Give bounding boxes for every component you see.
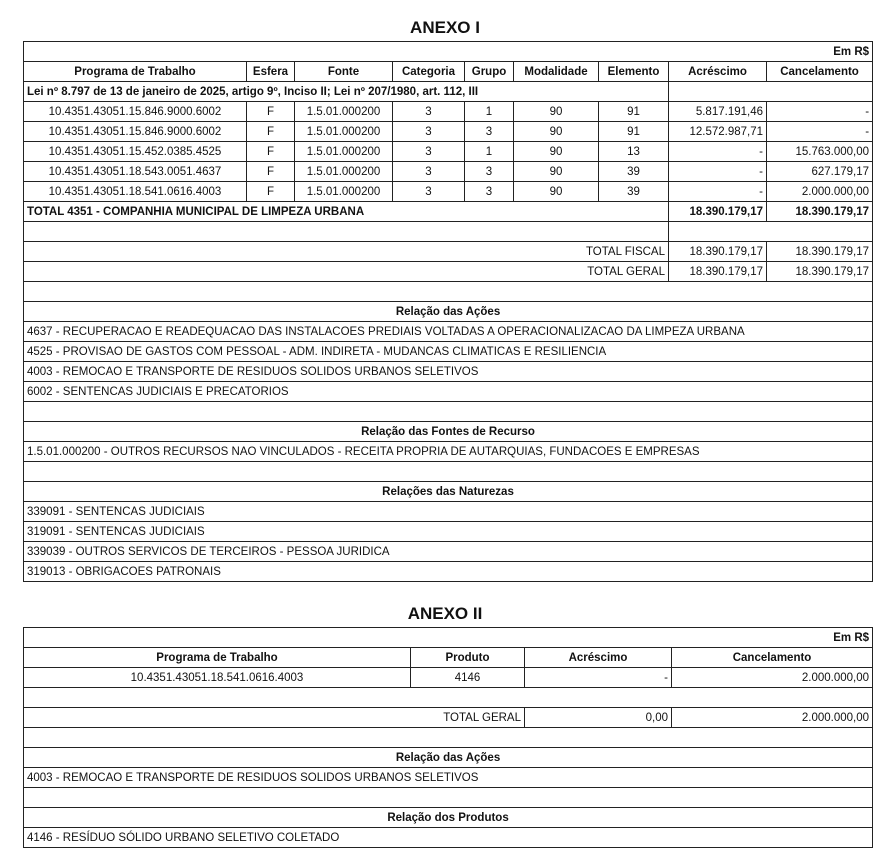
- col-header: Cancelamento: [767, 62, 873, 82]
- table-row: [24, 142, 873, 162]
- cell: 90: [514, 122, 599, 142]
- cell: 3: [393, 102, 465, 122]
- cell: 5.817.191,46: [669, 102, 767, 122]
- anexo1-table: [23, 41, 873, 582]
- list-item: 4525 - PROVISAO DE GASTOS COM PESSOAL - ADM. INDIRETA - MUDANCAS CLIMATICAS E RESILIENCIA: [24, 342, 873, 362]
- cell: 3: [393, 162, 465, 182]
- cell: 10.4351.43051.18.543.0051.4637: [24, 162, 247, 182]
- cell: 3: [465, 162, 514, 182]
- cell: 3: [465, 182, 514, 202]
- cell: -: [767, 122, 873, 142]
- currency-label: Em R$: [24, 628, 873, 648]
- cell: 627.179,17: [767, 162, 873, 182]
- cell: F: [247, 162, 295, 182]
- produtos-title: Relação dos Produtos: [24, 808, 873, 828]
- cell: -: [669, 162, 767, 182]
- cell: -: [669, 142, 767, 162]
- cell: F: [247, 122, 295, 142]
- col-header: Cancelamento: [672, 648, 873, 668]
- cell: F: [247, 182, 295, 202]
- cell: 90: [514, 102, 599, 122]
- fiscal-row: [24, 242, 873, 262]
- cell: 90: [514, 162, 599, 182]
- cell: 2.000.000,00: [767, 182, 873, 202]
- fiscal-cancelamento: 18.390.179,17: [767, 242, 873, 262]
- table-row: [24, 122, 873, 142]
- col-header: Grupo: [465, 62, 514, 82]
- cell: 10.4351.43051.15.846.9000.6002: [24, 122, 247, 142]
- cell: 10.4351.43051.15.452.0385.4525: [24, 142, 247, 162]
- col-header: Elemento: [599, 62, 669, 82]
- list-item: 4003 - REMOCAO E TRANSPORTE DE RESIDUOS SOLIDOS URBANOS SELETIVOS: [24, 768, 873, 788]
- cell: 90: [514, 182, 599, 202]
- acoes-title: Relação das Ações: [24, 748, 873, 768]
- list-item: 4637 - RECUPERACAO E READEQUACAO DAS INSTALACOES PREDIAIS VOLTADAS A OPERACIONALIZACAO DA LIMPEZA URBANA: [24, 322, 873, 342]
- fiscal-acrescimo: 18.390.179,17: [669, 242, 767, 262]
- list-item: 339039 - OUTROS SERVICOS DE TERCEIROS - PESSOA JURIDICA: [24, 542, 873, 562]
- list-item: 1.5.01.000200 - OUTROS RECURSOS NAO VINCULADOS - RECEITA PROPRIA DE AUTARQUIAS, FUNDACOES E EMPRESAS: [24, 442, 873, 462]
- table-row: [24, 182, 873, 202]
- cell: 12.572.987,71: [669, 122, 767, 142]
- cell: 91: [599, 122, 669, 142]
- cell: -: [669, 182, 767, 202]
- cell: 1.5.01.000200: [295, 102, 393, 122]
- cell: 10.4351.43051.15.846.9000.6002: [24, 102, 247, 122]
- table-row: [24, 102, 873, 122]
- geral-acrescimo: 18.390.179,17: [669, 262, 767, 282]
- header-row: [24, 62, 873, 82]
- cell: 3: [393, 182, 465, 202]
- geral-cancelamento: 2.000.000,00: [672, 708, 873, 728]
- col-header: Acréscimo: [525, 648, 672, 668]
- fontes-title: Relação das Fontes de Recurso: [24, 422, 873, 442]
- cell: 1.5.01.000200: [295, 122, 393, 142]
- cell: 2.000.000,00: [672, 668, 873, 688]
- naturezas-title: Relações das Naturezas: [24, 482, 873, 502]
- cell: 3: [465, 122, 514, 142]
- cell: -: [767, 102, 873, 122]
- currency-label: Em R$: [24, 42, 873, 62]
- list-item: 319091 - SENTENCAS JUDICIAIS: [24, 522, 873, 542]
- cell: 1: [465, 102, 514, 122]
- list-item: 4003 - REMOCAO E TRANSPORTE DE RESIDUOS SOLIDOS URBANOS SELETIVOS: [24, 362, 873, 382]
- cell: 1.5.01.000200: [295, 162, 393, 182]
- geral-acrescimo: 0,00: [525, 708, 672, 728]
- cell: 39: [599, 182, 669, 202]
- cell: 15.763.000,00: [767, 142, 873, 162]
- geral-row: [24, 262, 873, 282]
- geral-label: TOTAL GERAL: [24, 708, 525, 728]
- total-cancelamento: 18.390.179,17: [767, 202, 873, 222]
- geral-row: [24, 708, 873, 728]
- total-acrescimo: 18.390.179,17: [669, 202, 767, 222]
- cell: F: [247, 142, 295, 162]
- col-header: Modalidade: [514, 62, 599, 82]
- total-row: [24, 202, 873, 222]
- anexo2-table: [23, 627, 873, 848]
- law-row: [24, 82, 873, 102]
- col-header: Esfera: [247, 62, 295, 82]
- table-row: [24, 162, 873, 182]
- cell: 3: [393, 122, 465, 142]
- header-row: [24, 648, 873, 668]
- table-row: [24, 668, 873, 688]
- col-header: Fonte: [295, 62, 393, 82]
- geral-label: TOTAL GERAL: [24, 262, 669, 282]
- anexo2-title: ANEXO II: [407, 604, 483, 623]
- list-item: 319013 - OBRIGACOES PATRONAIS: [24, 562, 873, 582]
- fiscal-label: TOTAL FISCAL: [24, 242, 669, 262]
- cell: 13: [599, 142, 669, 162]
- acoes-title: Relação das Ações: [24, 302, 873, 322]
- cell: 10.4351.43051.18.541.0616.4003: [24, 668, 411, 688]
- col-header: Produto: [411, 648, 525, 668]
- col-header: Categoria: [393, 62, 465, 82]
- col-header: Programa de Trabalho: [24, 62, 247, 82]
- list-item: 6002 - SENTENCAS JUDICIAIS E PRECATORIOS: [24, 382, 873, 402]
- cell: 1.5.01.000200: [295, 142, 393, 162]
- list-item: 4146 - RESÍDUO SÓLIDO URBANO SELETIVO COLETADO: [24, 828, 873, 848]
- cell: 1: [465, 142, 514, 162]
- cell: -: [525, 668, 672, 688]
- cell: 91: [599, 102, 669, 122]
- cell: 90: [514, 142, 599, 162]
- list-item: 339091 - SENTENCAS JUDICIAIS: [24, 502, 873, 522]
- col-header: Acréscimo: [669, 62, 767, 82]
- total-label: TOTAL 4351 - COMPANHIA MUNICIPAL DE LIMPEZA URBANA: [24, 202, 669, 222]
- cell: F: [247, 102, 295, 122]
- cell: 4146: [411, 668, 525, 688]
- cell: 10.4351.43051.18.541.0616.4003: [24, 182, 247, 202]
- col-header: Programa de Trabalho: [24, 648, 411, 668]
- anexo1-title: ANEXO I: [410, 18, 480, 37]
- cell: 39: [599, 162, 669, 182]
- cell: 3: [393, 142, 465, 162]
- cell: 1.5.01.000200: [295, 182, 393, 202]
- geral-cancelamento: 18.390.179,17: [767, 262, 873, 282]
- law-reference: Lei nº 8.797 de 13 de janeiro de 2025, artigo 9º, Inciso II; Lei nº 207/1980, art. 112, III: [24, 82, 669, 102]
